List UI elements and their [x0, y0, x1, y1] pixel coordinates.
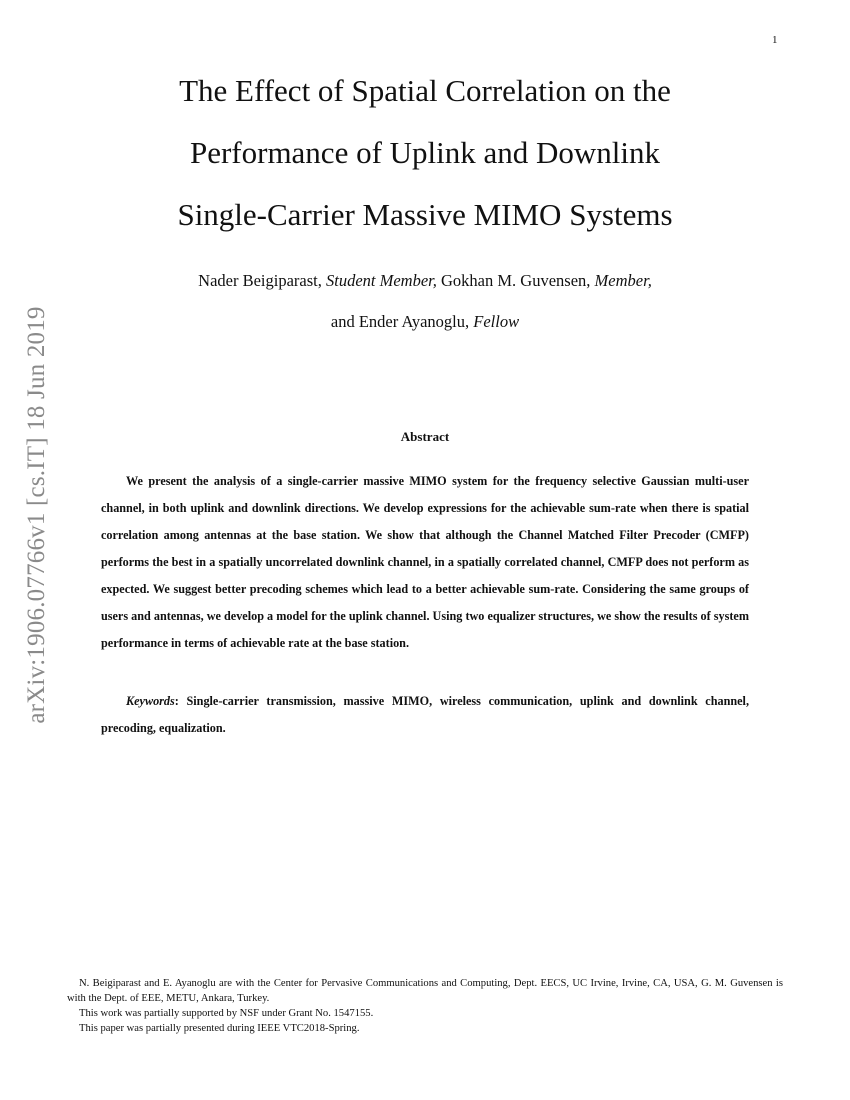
- author-name: and Ender Ayanoglu,: [330, 312, 470, 331]
- author-list: [100, 260, 750, 342]
- footnote: This paper was partially presented during IEEE VTC2018-Spring.: [79, 1023, 360, 1034]
- footnote: This work was partially supported by NSF under Grant No. 1547155.: [79, 1008, 374, 1019]
- paper-title: [100, 60, 750, 246]
- author-membership: Student Member,: [325, 271, 437, 290]
- keywords: [101, 688, 749, 742]
- footnotes: [67, 976, 783, 1036]
- author-membership: Fellow: [473, 312, 520, 331]
- footnote: N. Beigiparast and E. Ayanoglu are with the Center for Pervasive Communications and Computing, Dept. EECS, UC Irvine, Irvine, CA, USA, G. M. Guvensen is with the Dept. of EEE, METU, Ankara, Turkey.: [67, 978, 783, 1004]
- arxiv-identifier: arXiv:1906.07766v1 [cs.IT] 18 Jun 2019: [23, 306, 50, 724]
- abstract-heading: Abstract: [400, 429, 450, 444]
- author-line: [100, 260, 750, 301]
- title-line: Performance of Uplink and Downlink: [189, 135, 661, 170]
- author-membership: Member,: [594, 271, 652, 290]
- keywords-label: Keywords: [126, 694, 175, 708]
- author-name: Gokhan M. Guvensen,: [441, 271, 591, 290]
- abstract-text: We present the analysis of a single-carrier massive MIMO system for the frequency selective Gaussian multi-user channel, in both uplink and downlink directions. We develop expressions for the achievable sum-rate when there is spatial correlation among antennas at the base station. We show that although the Channel Matched Filter Precoder (CMFP) performs the best in a spatially uncorrelated downlink channel, in a spatially correlated channel, CMFP does not perform as expected. We suggest better precoding schemes which lead to a better achievable sum-rate. Considering the same groups of users and antennas, we develop a model for the uplink channel. Using two equalizer structures, we show the results of system performance in terms of achievable rate at the base station.: [101, 474, 749, 650]
- keywords-text: : Single-carrier transmission, massive MIMO, wireless communication, uplink and downlink channel, precoding, equalization.: [101, 694, 749, 735]
- author-name: Nader Beigiparast,: [198, 271, 322, 290]
- title-line: The Effect of Spatial Correlation on the: [179, 73, 671, 108]
- page-number: 1: [772, 34, 778, 46]
- author-line: [100, 301, 750, 342]
- title-line: Single-Carrier Massive MIMO Systems: [177, 197, 673, 232]
